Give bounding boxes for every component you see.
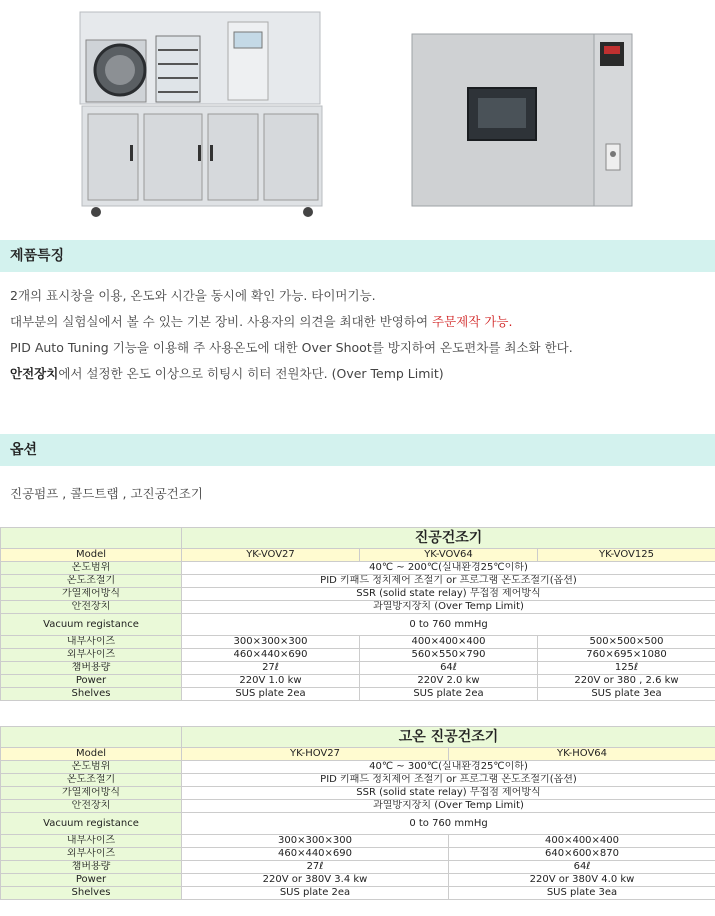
row-label: Model bbox=[1, 549, 182, 562]
table-cell: SUS plate 2ea bbox=[182, 887, 449, 900]
feature-line bbox=[10, 366, 710, 382]
table-cell: 400×400×400 bbox=[360, 636, 538, 649]
row-label: Power bbox=[1, 675, 182, 688]
table-cell: 220V or 380V 3.4 kw bbox=[182, 874, 449, 887]
features-section-header bbox=[0, 240, 715, 272]
row-label: 온도범위 bbox=[1, 761, 182, 774]
table-cell: 27ℓ bbox=[182, 662, 360, 675]
table-cell: 220V 1.0 kw bbox=[182, 675, 360, 688]
table-cell: SUS plate 2ea bbox=[360, 688, 538, 701]
row-label: Vacuum registance bbox=[1, 614, 182, 636]
table-cell: 460×440×690 bbox=[182, 649, 360, 662]
table-cell: 과열방지장치 (Over Temp Limit) bbox=[182, 601, 715, 614]
row-label: 챔버용량 bbox=[1, 662, 182, 675]
features-list bbox=[10, 288, 710, 392]
freeze-dryer-photo bbox=[78, 10, 328, 222]
row-label: 안전장치 bbox=[1, 601, 182, 614]
table-cell: 27ℓ bbox=[182, 861, 449, 874]
row-label: Shelves bbox=[1, 887, 182, 900]
table-cell: SSR (solid state relay) 무접점 제어방식 bbox=[182, 787, 715, 800]
table-cell: SUS plate 3ea bbox=[449, 887, 715, 900]
table-cell: 300×300×300 bbox=[182, 835, 449, 848]
table-cell: PID 키패드 정치제어 조절기 or 프로그램 온도조절기(옵션) bbox=[182, 774, 715, 787]
feature-line: 2개의 표시창을 이용, 온도와 시간을 동시에 확인 가능. 타이머기능. bbox=[10, 288, 376, 303]
table-cell: 64ℓ bbox=[360, 662, 538, 675]
table-cell: 300×300×300 bbox=[182, 636, 360, 649]
custom-order-highlight: 주문제작 가능. bbox=[432, 314, 513, 329]
row-label: 온도범위 bbox=[1, 562, 182, 575]
table-cell: 220V or 380 , 2.6 kw bbox=[538, 675, 715, 688]
table-cell: 460×440×690 bbox=[182, 848, 449, 861]
row-label: 내부사이즈 bbox=[1, 835, 182, 848]
table-cell: 640×600×870 bbox=[449, 848, 715, 861]
model-cell: YK-HOV27 bbox=[182, 748, 449, 761]
options-section-header bbox=[0, 434, 715, 466]
table-cell: 220V or 380V 4.0 kw bbox=[449, 874, 715, 887]
row-label: 안전장치 bbox=[1, 800, 182, 813]
row-label: 외부사이즈 bbox=[1, 649, 182, 662]
table-cell: 220V 2.0 kw bbox=[360, 675, 538, 688]
row-label: 가열제어방식 bbox=[1, 588, 182, 601]
options-text: 진공펌프 , 콜드트랩 , 고진공건조기 bbox=[10, 486, 203, 501]
table-cell: 125ℓ bbox=[538, 662, 715, 675]
table-cell: PID 키패드 정치제어 조절기 or 프로그램 온도조절기(옵션) bbox=[182, 575, 715, 588]
row-label: Power bbox=[1, 874, 182, 887]
row-label: Model bbox=[1, 748, 182, 761]
row-label: 온도조절기 bbox=[1, 575, 182, 588]
model-cell: YK-VOV125 bbox=[538, 549, 715, 562]
feature-text: 대부분의 실험실에서 볼 수 있는 기본 장비. 사용자의 의견을 최대한 반영하여 bbox=[10, 314, 433, 329]
table-cell: 0 to 760 mmHg bbox=[182, 813, 715, 835]
table-spacer bbox=[1, 528, 182, 549]
model-cell: YK-HOV64 bbox=[449, 748, 715, 761]
table-cell: 760×695×1080 bbox=[538, 649, 715, 662]
model-cell: YK-VOV64 bbox=[360, 549, 538, 562]
safety-device-label: 안전장치 bbox=[10, 366, 59, 381]
table-cell: SUS plate 2ea bbox=[182, 688, 360, 701]
feature-text: 에서 설정한 온도 이상으로 히팅시 히터 전원차단. (Over Temp Limit) bbox=[58, 366, 444, 381]
table-title: 고온 진공건조기 bbox=[182, 727, 715, 748]
model-cell: YK-VOV27 bbox=[182, 549, 360, 562]
table-title: 진공건조기 bbox=[182, 528, 715, 549]
row-label: 온도조절기 bbox=[1, 774, 182, 787]
features-section-title: 제품특징 bbox=[10, 248, 65, 264]
vacuum-oven-photo bbox=[410, 32, 635, 210]
table-cell: SSR (solid state relay) 무접점 제어방식 bbox=[182, 588, 715, 601]
feature-line bbox=[10, 314, 710, 330]
table-spacer bbox=[1, 727, 182, 748]
table-cell: 64ℓ bbox=[449, 861, 715, 874]
table-cell: 0 to 760 mmHg bbox=[182, 614, 715, 636]
table-cell: 500×500×500 bbox=[538, 636, 715, 649]
row-label: Shelves bbox=[1, 688, 182, 701]
row-label: 가열제어방식 bbox=[1, 787, 182, 800]
vacuum-oven-spec-table bbox=[0, 527, 715, 701]
table-cell: 40℃ ~ 200℃(실내환경25℃이하) bbox=[182, 562, 715, 575]
options-section-title: 옵션 bbox=[10, 442, 38, 458]
high-temp-vacuum-oven-spec-table bbox=[0, 726, 715, 900]
table-cell: 40℃ ~ 300℃(실내환경25℃이하) bbox=[182, 761, 715, 774]
row-label: Vacuum registance bbox=[1, 813, 182, 835]
row-label: 챔버용량 bbox=[1, 861, 182, 874]
table-cell: 400×400×400 bbox=[449, 835, 715, 848]
row-label: 외부사이즈 bbox=[1, 848, 182, 861]
feature-line: PID Auto Tuning 기능을 이용해 주 사용온도에 대한 Over Shoot를 방지하여 온도편차를 최소화 한다. bbox=[10, 340, 573, 355]
row-label: 내부사이즈 bbox=[1, 636, 182, 649]
table-cell: 과열방지장치 (Over Temp Limit) bbox=[182, 800, 715, 813]
table-cell: SUS plate 3ea bbox=[538, 688, 715, 701]
table-cell: 560×550×790 bbox=[360, 649, 538, 662]
